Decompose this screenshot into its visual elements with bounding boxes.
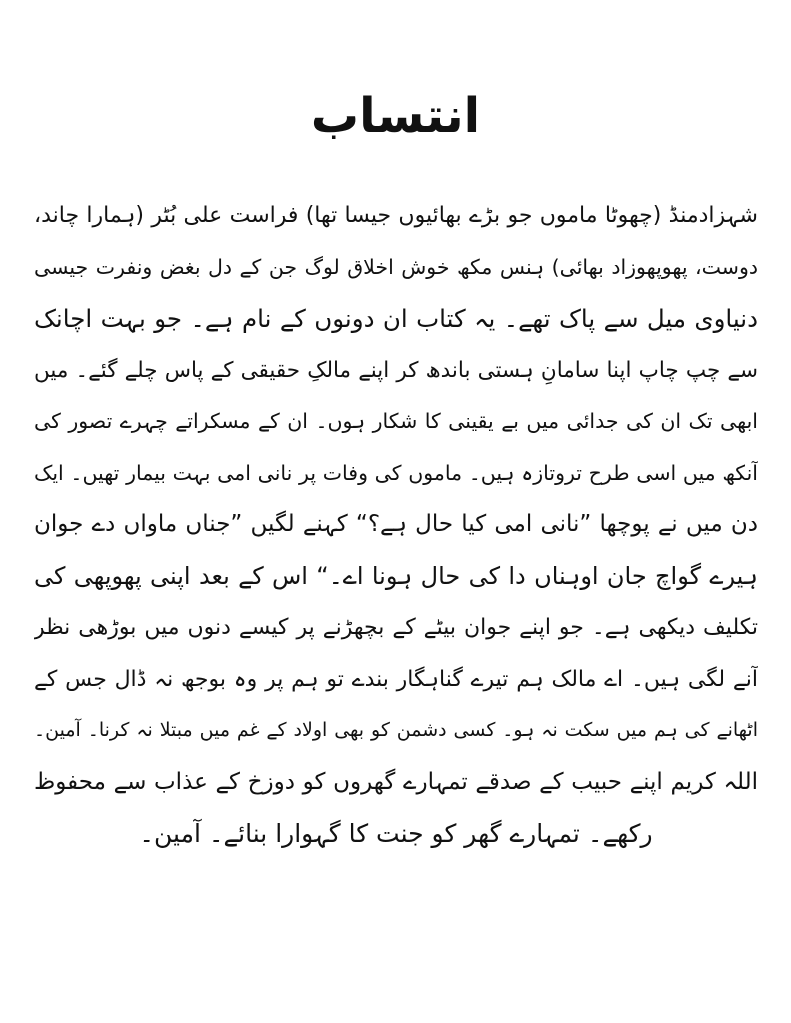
text-line: ابھی تک ان کی جدائی میں بے یقینی کا شکار ہوں۔ ان کے مسکراتے چہرے تصور کی bbox=[34, 409, 758, 433]
text-line: سے چپ چاپ اپنا سامانِ ہستی باندھ کر اپنے مالکِ حقیقی کے پاس چلے گئے۔ میں bbox=[34, 357, 758, 383]
text-line: آنکھ میں اسی طرح تروتازہ ہیں۔ ماموں کی وفات پر نانی امی بہت بیمار تھیں۔ ایک bbox=[34, 460, 758, 485]
text-line: اللہ کریم اپنے حبیب کے صدقے تمہارے گھروں کو دوزخ کے عذاب سے محفوظ bbox=[34, 768, 758, 795]
text-line: اٹھانے کی ہم میں سکت نہ ہو۔ کسی دشمن کو بھی اولاد کے غم میں مبتلا نہ کرنا۔ آمین۔ bbox=[34, 719, 758, 741]
text-line: شہزادمنڈ (چھوٹا ماموں جو بڑے بھائیوں جیسا تھا) فراست علی بُٹر (ہمارا چاند، bbox=[34, 203, 758, 228]
dedication-text bbox=[34, 190, 758, 860]
text-line: تکلیف دیکھی ہے۔ جو اپنے جوان بیٹے کے بچھڑنے پر کیسے دنوں میں بوڑھی نظر bbox=[34, 615, 758, 640]
page-title: انتساب bbox=[310, 88, 481, 144]
text-line: ہیرے گواچ جان اوہناں دا کی حال ہونا اے۔“ اس کے بعد اپنی پھوپھی کی bbox=[34, 561, 758, 590]
text-line: دوست، پھوپھوزاد بھائی) ہنس مکھ خوش اخلاق لوگ جن کے دل بغض ونفرت جیسی bbox=[34, 254, 758, 279]
text-line: دنیاوی میل سے پاک تھے۔ یہ کتاب ان دونوں کے نام ہے۔ جو بہت اچانک bbox=[34, 304, 758, 333]
text-line: آنے لگی ہیں۔ اے مالک ہم تیرے گناہگار بندے تو ہم پر وہ بوجھ نہ ڈال جس کے bbox=[34, 666, 758, 692]
text-line: دن میں نے پوچھا ”نانی امی کیا حال ہے؟“ کہنے لگیں ”جناں ماواں دے جوان bbox=[34, 511, 758, 537]
text-line-last: رکھے۔ تمہارے گھر کو جنت کا گہوارا بنائے۔ آمین۔ bbox=[139, 819, 653, 848]
